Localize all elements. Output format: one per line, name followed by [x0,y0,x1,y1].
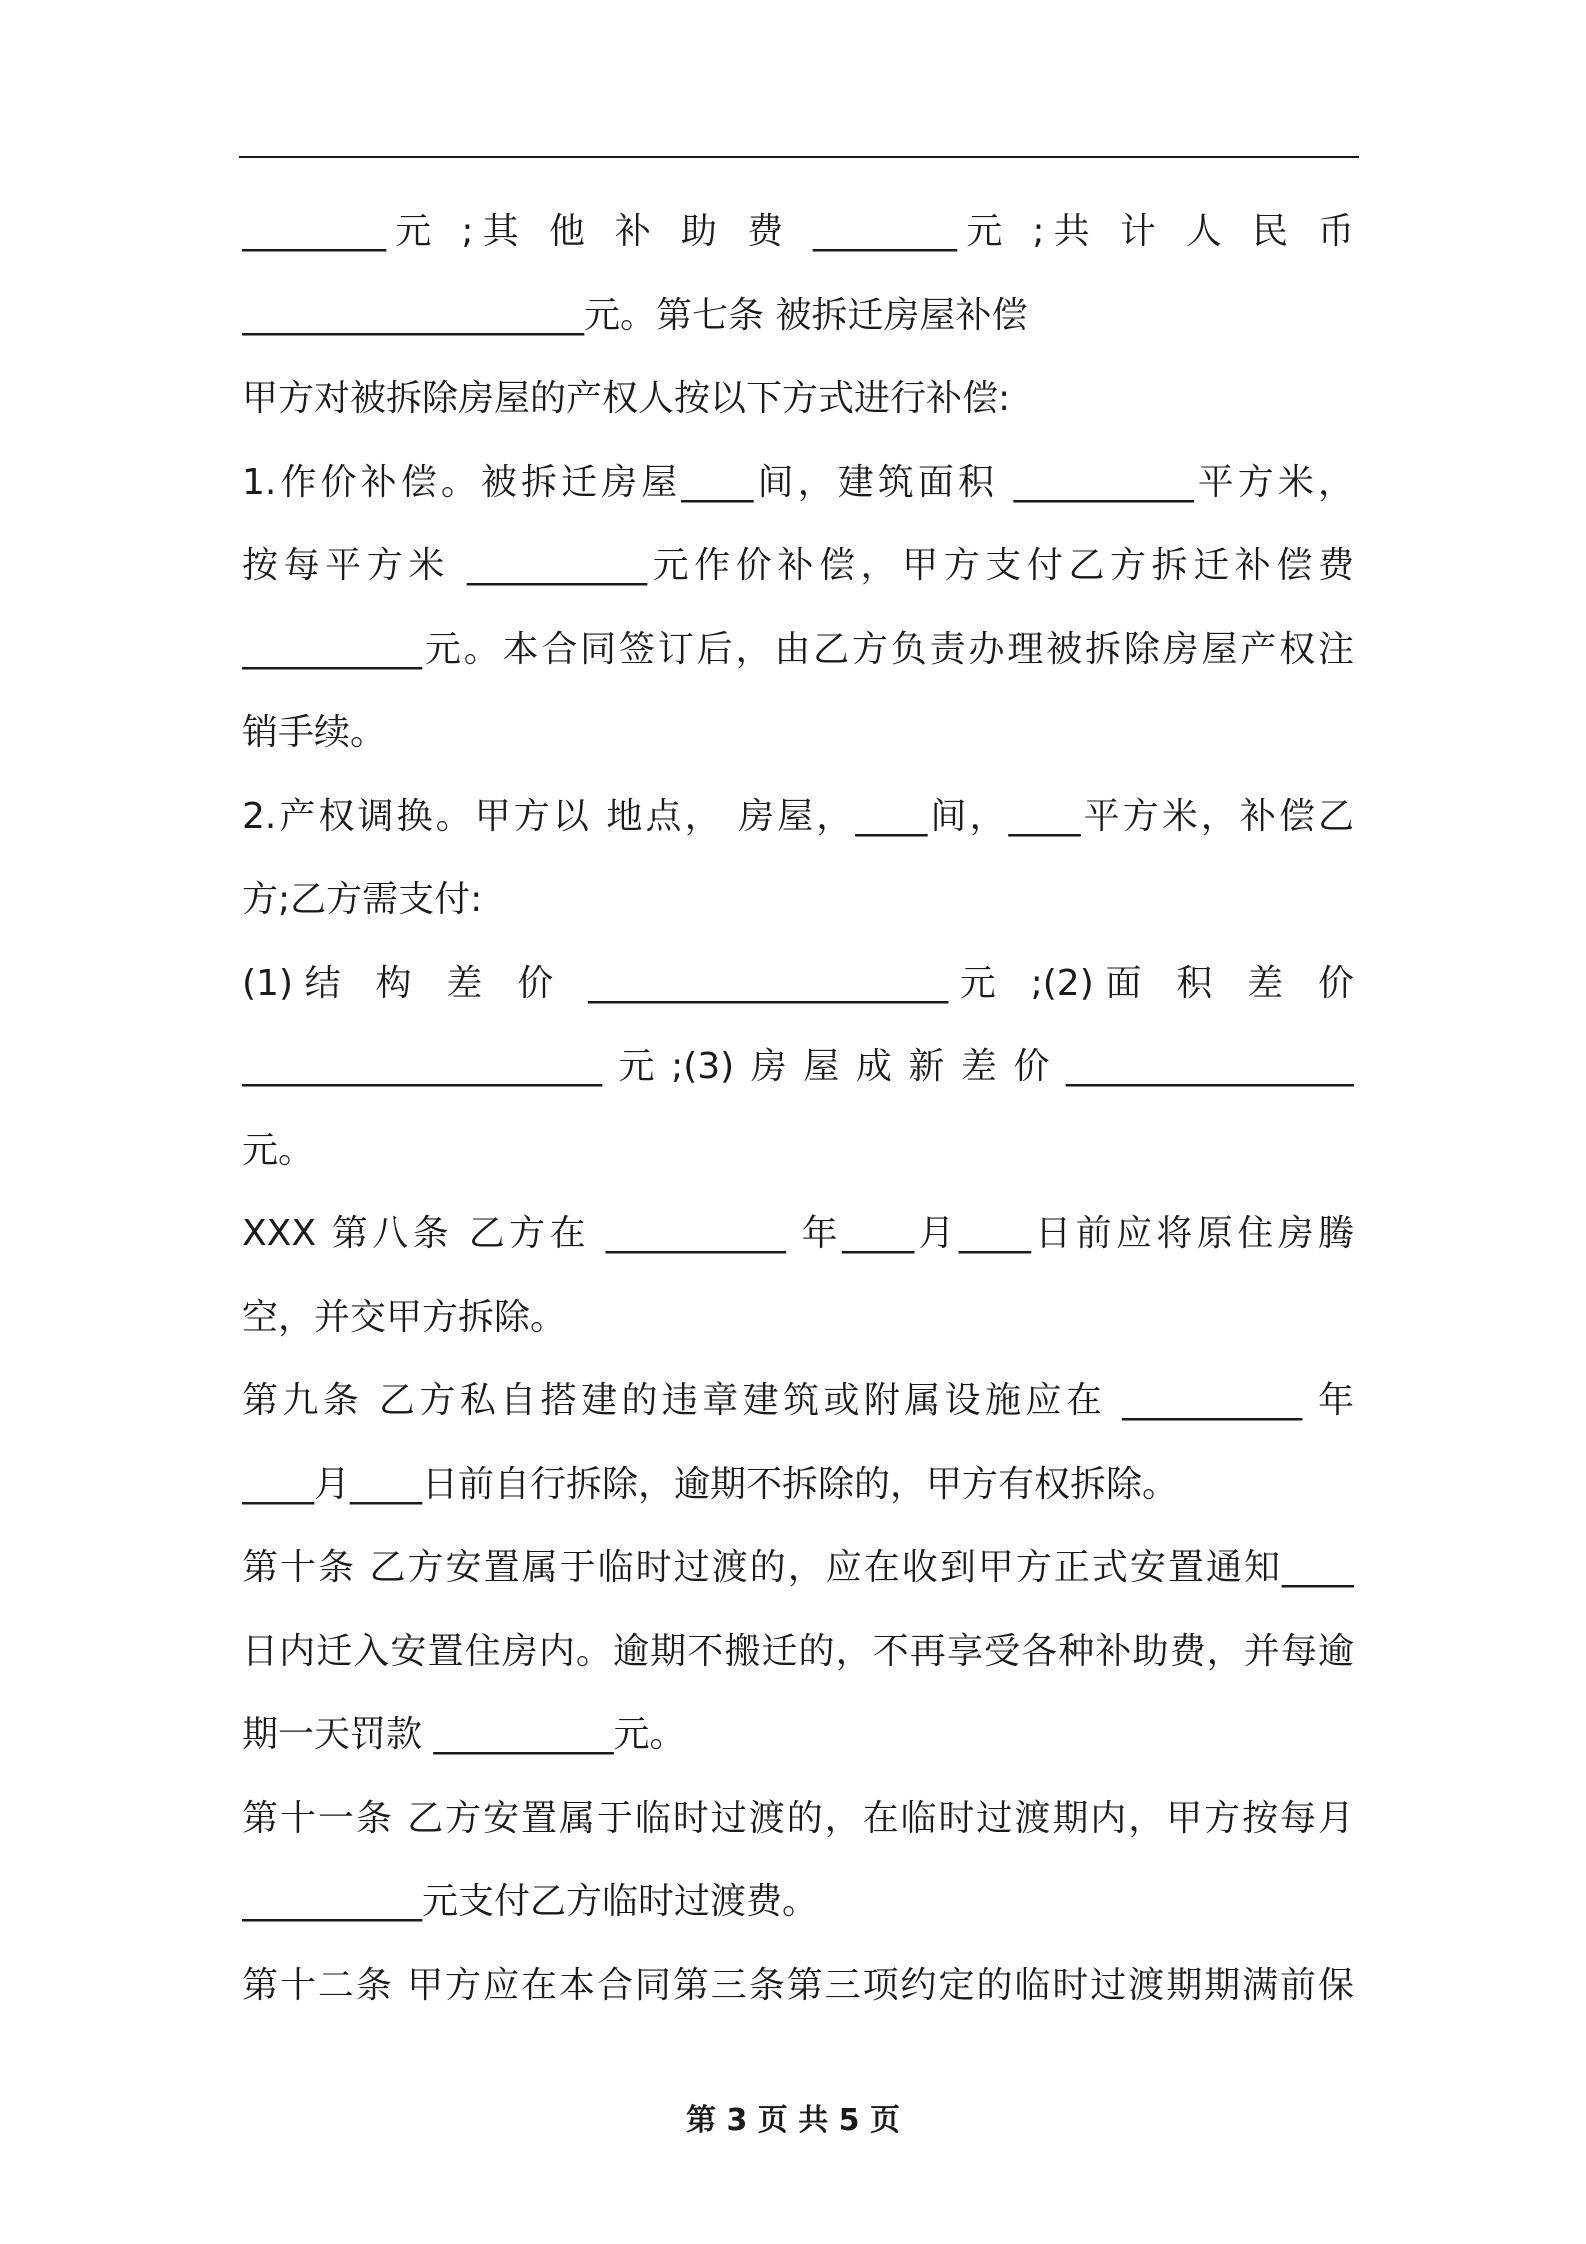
contract-body [242,190,1354,2027]
text-line: 2.产权调换。甲方以 地点， 房屋，____间，____平方米，补偿乙 [242,795,1354,837]
text-line: ____月____日前自行拆除，逾期不拆除的，甲方有权拆除。 [242,1463,1179,1505]
text-line: 日内迁入安置住房内。逾期不搬迁的，不再享受各种补助费，并每逾 [242,1630,1354,1672]
text-line: ___________________元。第七条 被拆迁房屋补偿 [242,294,1028,336]
text-line: 第十一条 乙方安置属于临时过渡的，在临时过渡期内，甲方按每月 [242,1797,1354,1839]
text-line: 期一天罚款 __________元。 [242,1714,686,1755]
text-line: 空，并交甲方拆除。 [242,1296,567,1338]
text-line: XXX 第八条 乙方在 __________ 年____月____日前应将原住房腾 [242,1213,1354,1254]
text-line: 销手续。 [242,712,387,753]
text-line: ________元 ;其 他 补 助 费 ________元 ;共 计 人 民 币 [242,211,1354,252]
text-line: 按每平方米 __________元作价补偿，甲方支付乙方拆迁补偿费 [242,545,1354,586]
text-line: 方;乙方需支付: [242,879,483,920]
text-line: __________元支付乙方临时过渡费。 [242,1881,819,1922]
text-line: (1)结 构 差 价 ____________________元 ;(2)面 积 差 价 [242,962,1354,1004]
page-number-footer: 第 3 页 共 5 页 [686,2103,900,2138]
text-line: __________元。本合同签订后，由乙方负责办理被拆除房屋产权注 [242,628,1354,670]
text-line: ____________________元;(3)房屋成新差价________________ [242,1046,1354,1087]
header-rule [239,156,1359,158]
text-line: 第九条 乙方私自搭建的违章建筑或附属设施应在 __________ 年 [242,1380,1354,1421]
text-line: 第十二条 甲方应在本合同第三条第三项约定的临时过渡期期满前保 [242,1964,1354,2006]
text-line: 甲方对被拆除房屋的产权人按以下方式进行补偿: [242,378,1011,419]
text-line: 1.作价补偿。被拆迁房屋____间，建筑面积 __________平方米， [242,461,1354,503]
text-line: 元。 [242,1129,315,1171]
text-line: 第十条 乙方安置属于临时过渡的，应在收到甲方正式安置通知____ [242,1547,1354,1588]
